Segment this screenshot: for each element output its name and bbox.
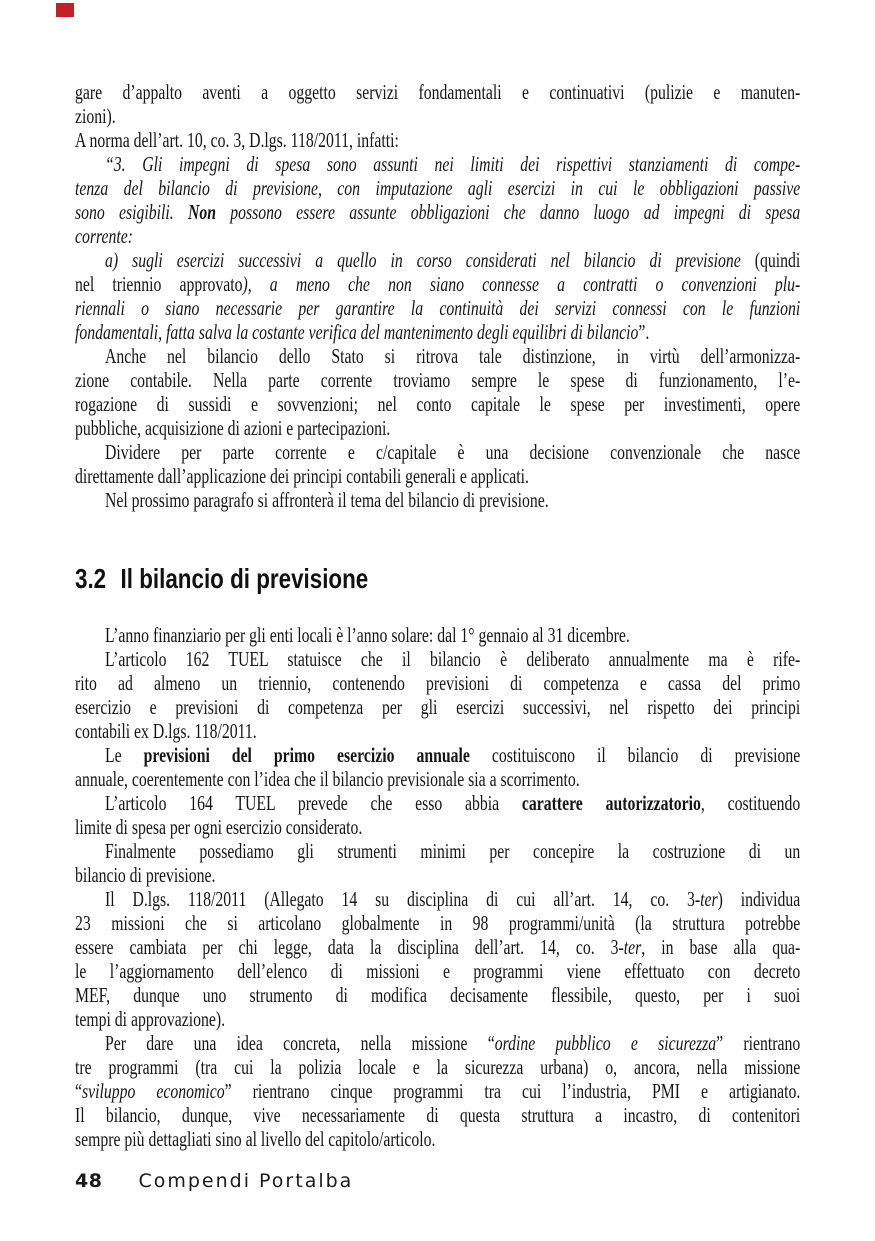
block-quote-paragraph — [75, 248, 800, 344]
text-run: , in base alla qua- — [641, 935, 801, 959]
text-line — [75, 1007, 800, 1031]
page-number: 48 — [75, 1170, 103, 1192]
text-line — [75, 104, 800, 128]
body-paragraph — [75, 1031, 800, 1151]
text-run: rogazione di sussidi e sovvenzioni; nel conto capitale le spese per investimenti, opere — [75, 392, 801, 416]
text-run: Nel prossimo paragrafo si affronterà il tema del bilancio di previsione. — [105, 488, 549, 512]
text-run: previsioni del primo esercizio annuale — [143, 743, 470, 767]
text-line — [75, 839, 800, 863]
text-run: Il bilancio, dunque, vive necessariamente di questa struttura a incastro, di contenitori — [75, 1103, 801, 1127]
text-run: fondamentali, fatta salva la costante verifica del mantenimento degli equilibri di bilancio — [75, 320, 639, 344]
text-run: contabili ex D.lgs. 118/2011. — [75, 719, 257, 743]
text-run: essere cambiata per chi legge, data la disciplina dell’art. 14, co. 3- — [75, 935, 624, 959]
text-run: rito ad almeno un triennio, contenendo previsioni di competenza e cassa del primo — [75, 671, 801, 695]
text-block-top — [75, 80, 800, 512]
text-line — [75, 887, 800, 911]
text-run: gare d’appalto aventi a oggetto servizi fondamentali e continuativi (pulizie e manuten- — [75, 80, 801, 104]
text-line — [75, 320, 800, 344]
text-run: ) individua — [717, 887, 801, 911]
page-content — [75, 80, 800, 1151]
text-run: tenza del bilancio di previsione, con imputazione agli esercizi in cui le obbligazioni passive — [75, 176, 801, 200]
text-run: pubbliche, acquisizione di azioni e partecipazioni. — [75, 416, 391, 440]
text-line — [75, 743, 800, 767]
text-run: limite di spesa per ogni esercizio considerato. — [75, 815, 363, 839]
text-run: ter — [700, 887, 718, 911]
text-line — [75, 464, 800, 488]
text-line — [75, 200, 800, 224]
text-run: possono essere assunte obbligazioni che danno luogo ad impegni di spesa — [216, 200, 801, 224]
body-paragraph — [75, 128, 800, 152]
text-run: nel triennio approvato — [75, 272, 243, 296]
text-run: esercizio e previsioni di competenza per gli esercizi successivi, nel rispetto dei principi — [75, 695, 801, 719]
text-run: carattere autorizzatorio — [521, 791, 701, 815]
text-line — [75, 80, 800, 104]
text-run: sono esigibili. — [75, 200, 188, 224]
body-paragraph — [75, 791, 800, 839]
text-run: MEF, dunque uno strumento di modifica decisamente flessibile, questo, per i suoi — [75, 983, 801, 1007]
text-line — [75, 392, 800, 416]
text-line — [75, 647, 800, 671]
text-line — [75, 152, 800, 176]
text-line — [75, 767, 800, 791]
text-line — [75, 695, 800, 719]
text-run: annuale, coerentemente con l’idea che il bilancio previsionale sia a scorrimento. — [75, 767, 580, 791]
text-line — [75, 296, 800, 320]
text-run: L’anno finanziario per gli enti locali è l’anno solare: dal 1° gennaio al 31 dicembre. — [105, 623, 630, 647]
text-run: zioni). — [75, 104, 116, 128]
text-run: sempre più dettagliati sino al livello del capitolo/articolo. — [75, 1127, 436, 1151]
text-run: , costituendo — [700, 791, 801, 815]
text-line — [75, 791, 800, 815]
body-paragraph — [75, 647, 800, 743]
text-run: L’articolo 162 TUEL statuisce che il bilancio è deliberato annualmente ma è rife- — [105, 647, 801, 671]
text-run: ”. — [638, 320, 650, 344]
section-title: Il bilancio di previsione — [120, 563, 369, 594]
text-run: ter — [623, 935, 642, 959]
text-run: Non — [187, 200, 217, 224]
text-line — [75, 911, 800, 935]
text-line — [75, 1079, 800, 1103]
body-paragraph — [75, 623, 800, 647]
text-run: Finalmente possediamo gli strumenti minimi per concepire la costruzione di un — [105, 839, 801, 863]
text-run: “3. Gli impegni di spesa sono assunti nei limiti dei rispettivi stanziamenti di compe- — [105, 152, 801, 176]
text-line — [75, 935, 800, 959]
body-paragraph — [75, 488, 800, 512]
text-line — [75, 863, 800, 887]
body-paragraph — [75, 743, 800, 791]
text-run: Per dare una idea concreta, nella missione “ — [105, 1031, 495, 1055]
text-run: A norma dell’art. 10, co. 3, D.lgs. 118/2011, infatti: — [75, 128, 399, 152]
text-run: 23 missioni che si articolano globalmente in 98 programmi/unità (la struttura potrebbe — [75, 911, 801, 935]
text-run: L’articolo 164 TUEL prevede che esso abbia — [105, 791, 522, 815]
text-line — [75, 1031, 800, 1055]
text-line — [75, 224, 800, 248]
red-marker — [56, 3, 74, 17]
text-line — [75, 440, 800, 464]
text-line — [75, 959, 800, 983]
text-line — [75, 344, 800, 368]
section-heading — [75, 564, 655, 594]
body-paragraph — [75, 440, 800, 488]
text-run: a) sugli esercizi successivi a quello in corso considerati nel bilancio di previsione — [105, 248, 755, 272]
text-run: zione contabile. Nella parte corrente troviamo sempre le spese di funzionamento, l’e- — [75, 368, 801, 392]
text-run: ordine pubblico e sicurezza — [494, 1031, 717, 1055]
text-run: le l’aggiornamento dell’elenco di missioni e programmi viene effettuato con decreto — [75, 959, 801, 983]
text-run: bilancio di previsione. — [75, 863, 216, 887]
body-paragraph — [75, 887, 800, 1031]
body-paragraph — [75, 344, 800, 440]
text-line — [75, 248, 800, 272]
text-line — [75, 176, 800, 200]
text-run: direttamente dall’applicazione dei principi contabili generali e applicati. — [75, 464, 529, 488]
text-run: Dividere per parte corrente e c/capitale è una decisione convenzionale che nasce — [105, 440, 801, 464]
text-run: (quindi — [754, 248, 801, 272]
text-line — [75, 488, 800, 512]
text-line — [75, 623, 800, 647]
text-run: “ — [75, 1079, 82, 1103]
text-run: tempi di approvazione). — [75, 1007, 226, 1031]
text-run: riennali o siano necessarie per garantire la continuità dei servizi connessi con le funzioni — [75, 296, 801, 320]
text-run: tre programmi (tra cui la polizia locale e la sicurezza urbana) o, ancora, nella missione — [75, 1055, 801, 1079]
text-line — [75, 1103, 800, 1127]
text-run: ” rientrano cinque programmi tra cui l’industria, PMI e artigianato. — [224, 1079, 801, 1103]
text-line — [75, 983, 800, 1007]
body-paragraph — [75, 80, 800, 128]
book-title: Compendi Portalba — [138, 1170, 354, 1192]
body-paragraph — [75, 839, 800, 887]
text-run: corrente: — [75, 224, 134, 248]
page-footer — [75, 1169, 353, 1193]
text-run: ” rientrano — [716, 1031, 801, 1055]
text-run: Anche nel bilancio dello Stato si ritrova tale distinzione, in virtù dell’armonizza- — [105, 344, 801, 368]
text-line — [75, 128, 800, 152]
text-block-bottom — [75, 623, 800, 1151]
text-line — [75, 272, 800, 296]
text-line — [75, 719, 800, 743]
text-line — [75, 671, 800, 695]
text-line — [75, 1127, 800, 1151]
text-run: sviluppo economico — [81, 1079, 225, 1103]
text-line — [75, 368, 800, 392]
block-quote-paragraph — [75, 152, 800, 248]
text-run: Il D.lgs. 118/2011 (Allegato 14 su disciplina di cui all’art. 14, co. 3- — [105, 887, 701, 911]
text-run: ), a meno che non siano connesse a contratti o convenzioni plu- — [242, 272, 801, 296]
text-line — [75, 1055, 800, 1079]
text-run: Le — [105, 743, 144, 767]
text-line — [75, 815, 800, 839]
text-line — [75, 416, 800, 440]
text-run: costituiscono il bilancio di previsione — [469, 743, 801, 767]
section-number: 3.2 — [75, 563, 107, 594]
